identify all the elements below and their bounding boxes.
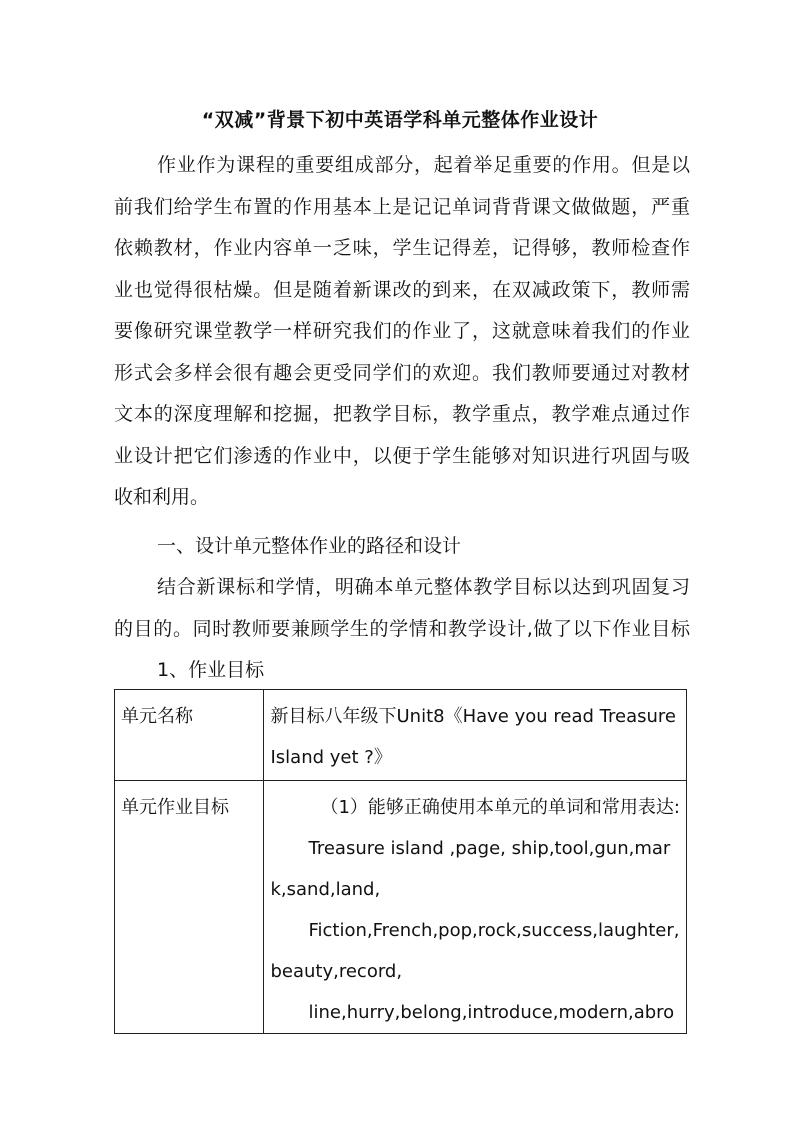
section-paragraph <box>114 567 690 650</box>
intro-line: 作业作为课程的重要组成部分，起着举足重要的作用。但是以 <box>157 154 690 176</box>
unit-goals-line: Fiction,French,pop,rock,success,laughter, <box>308 920 680 941</box>
intro-line: 业也觉得很枯燥。但是随着新课改的到来，在双减政策下，教师需 <box>114 278 690 301</box>
table-cell-value <box>264 690 687 781</box>
table-cell-label <box>115 781 264 1034</box>
document-title: “双减”背景下初中英语学科单元整体作业设计 <box>201 109 599 131</box>
unit-goals-line: k,sand,land, <box>270 879 381 900</box>
section-heading: 一、设计单元整体作业的路径和设计 <box>157 535 462 557</box>
subheading: 1、作业目标 <box>157 659 265 681</box>
section-line: 结合新课标和学情，明确本单元整体教学目标以达到巩固复习 <box>157 576 690 598</box>
unit-goals-line: beauty,record, <box>270 961 403 982</box>
unit-goals-line: Treasure island ,page, ship,tool,gun,mar <box>308 838 671 859</box>
intro-line: 依赖教材，作业内容单一乏味，学生记得差，记得够，教师检查作 <box>114 237 690 259</box>
table-row <box>115 690 687 781</box>
unit-goals-line: （1）能够正确使用本单元的单词和常用表达: <box>320 797 680 818</box>
intro-line: 文本的深度理解和挖掘，把教学目标，教学重点，教学难点通过作 <box>114 403 690 425</box>
unit-name-value-line: 新目标八年级下Unit8《Have you read Treasure <box>270 706 676 727</box>
goals-table <box>114 689 687 1034</box>
unit-name-label: 单元名称 <box>121 706 193 727</box>
intro-paragraph <box>114 145 690 519</box>
unit-goals-label: 单元作业目标 <box>121 797 229 818</box>
intro-line: 要像研究课堂教学一样研究我们的作业了，这就意味着我们的作业 <box>114 320 690 342</box>
subheading-paragraph <box>114 650 690 692</box>
unit-goals-line: line,hurry,belong,introduce,modern,abro <box>308 1002 675 1023</box>
table-cell-label <box>115 690 264 781</box>
intro-line: 前我们给学生布置的作用基本上是记记单词背背课文做做题，严重 <box>114 195 690 218</box>
table-cell-value <box>264 781 687 1034</box>
section-line: 的目的。同时教师要兼顾学生的学情和教学设计,做了以下作业目标 <box>114 617 690 640</box>
intro-line: 形式会多样会很有趣会更受同学们的欢迎。我们教师要通过对教材 <box>114 361 690 384</box>
table-row <box>115 781 687 1034</box>
unit-name-value-line: Island yet ?》 <box>270 747 392 768</box>
intro-line: 收和利用。 <box>114 486 210 508</box>
section-heading-paragraph <box>114 526 690 568</box>
intro-line: 业设计把它们渗透的作业中，以便于学生能够对知识进行巩固与吸 <box>114 444 690 467</box>
